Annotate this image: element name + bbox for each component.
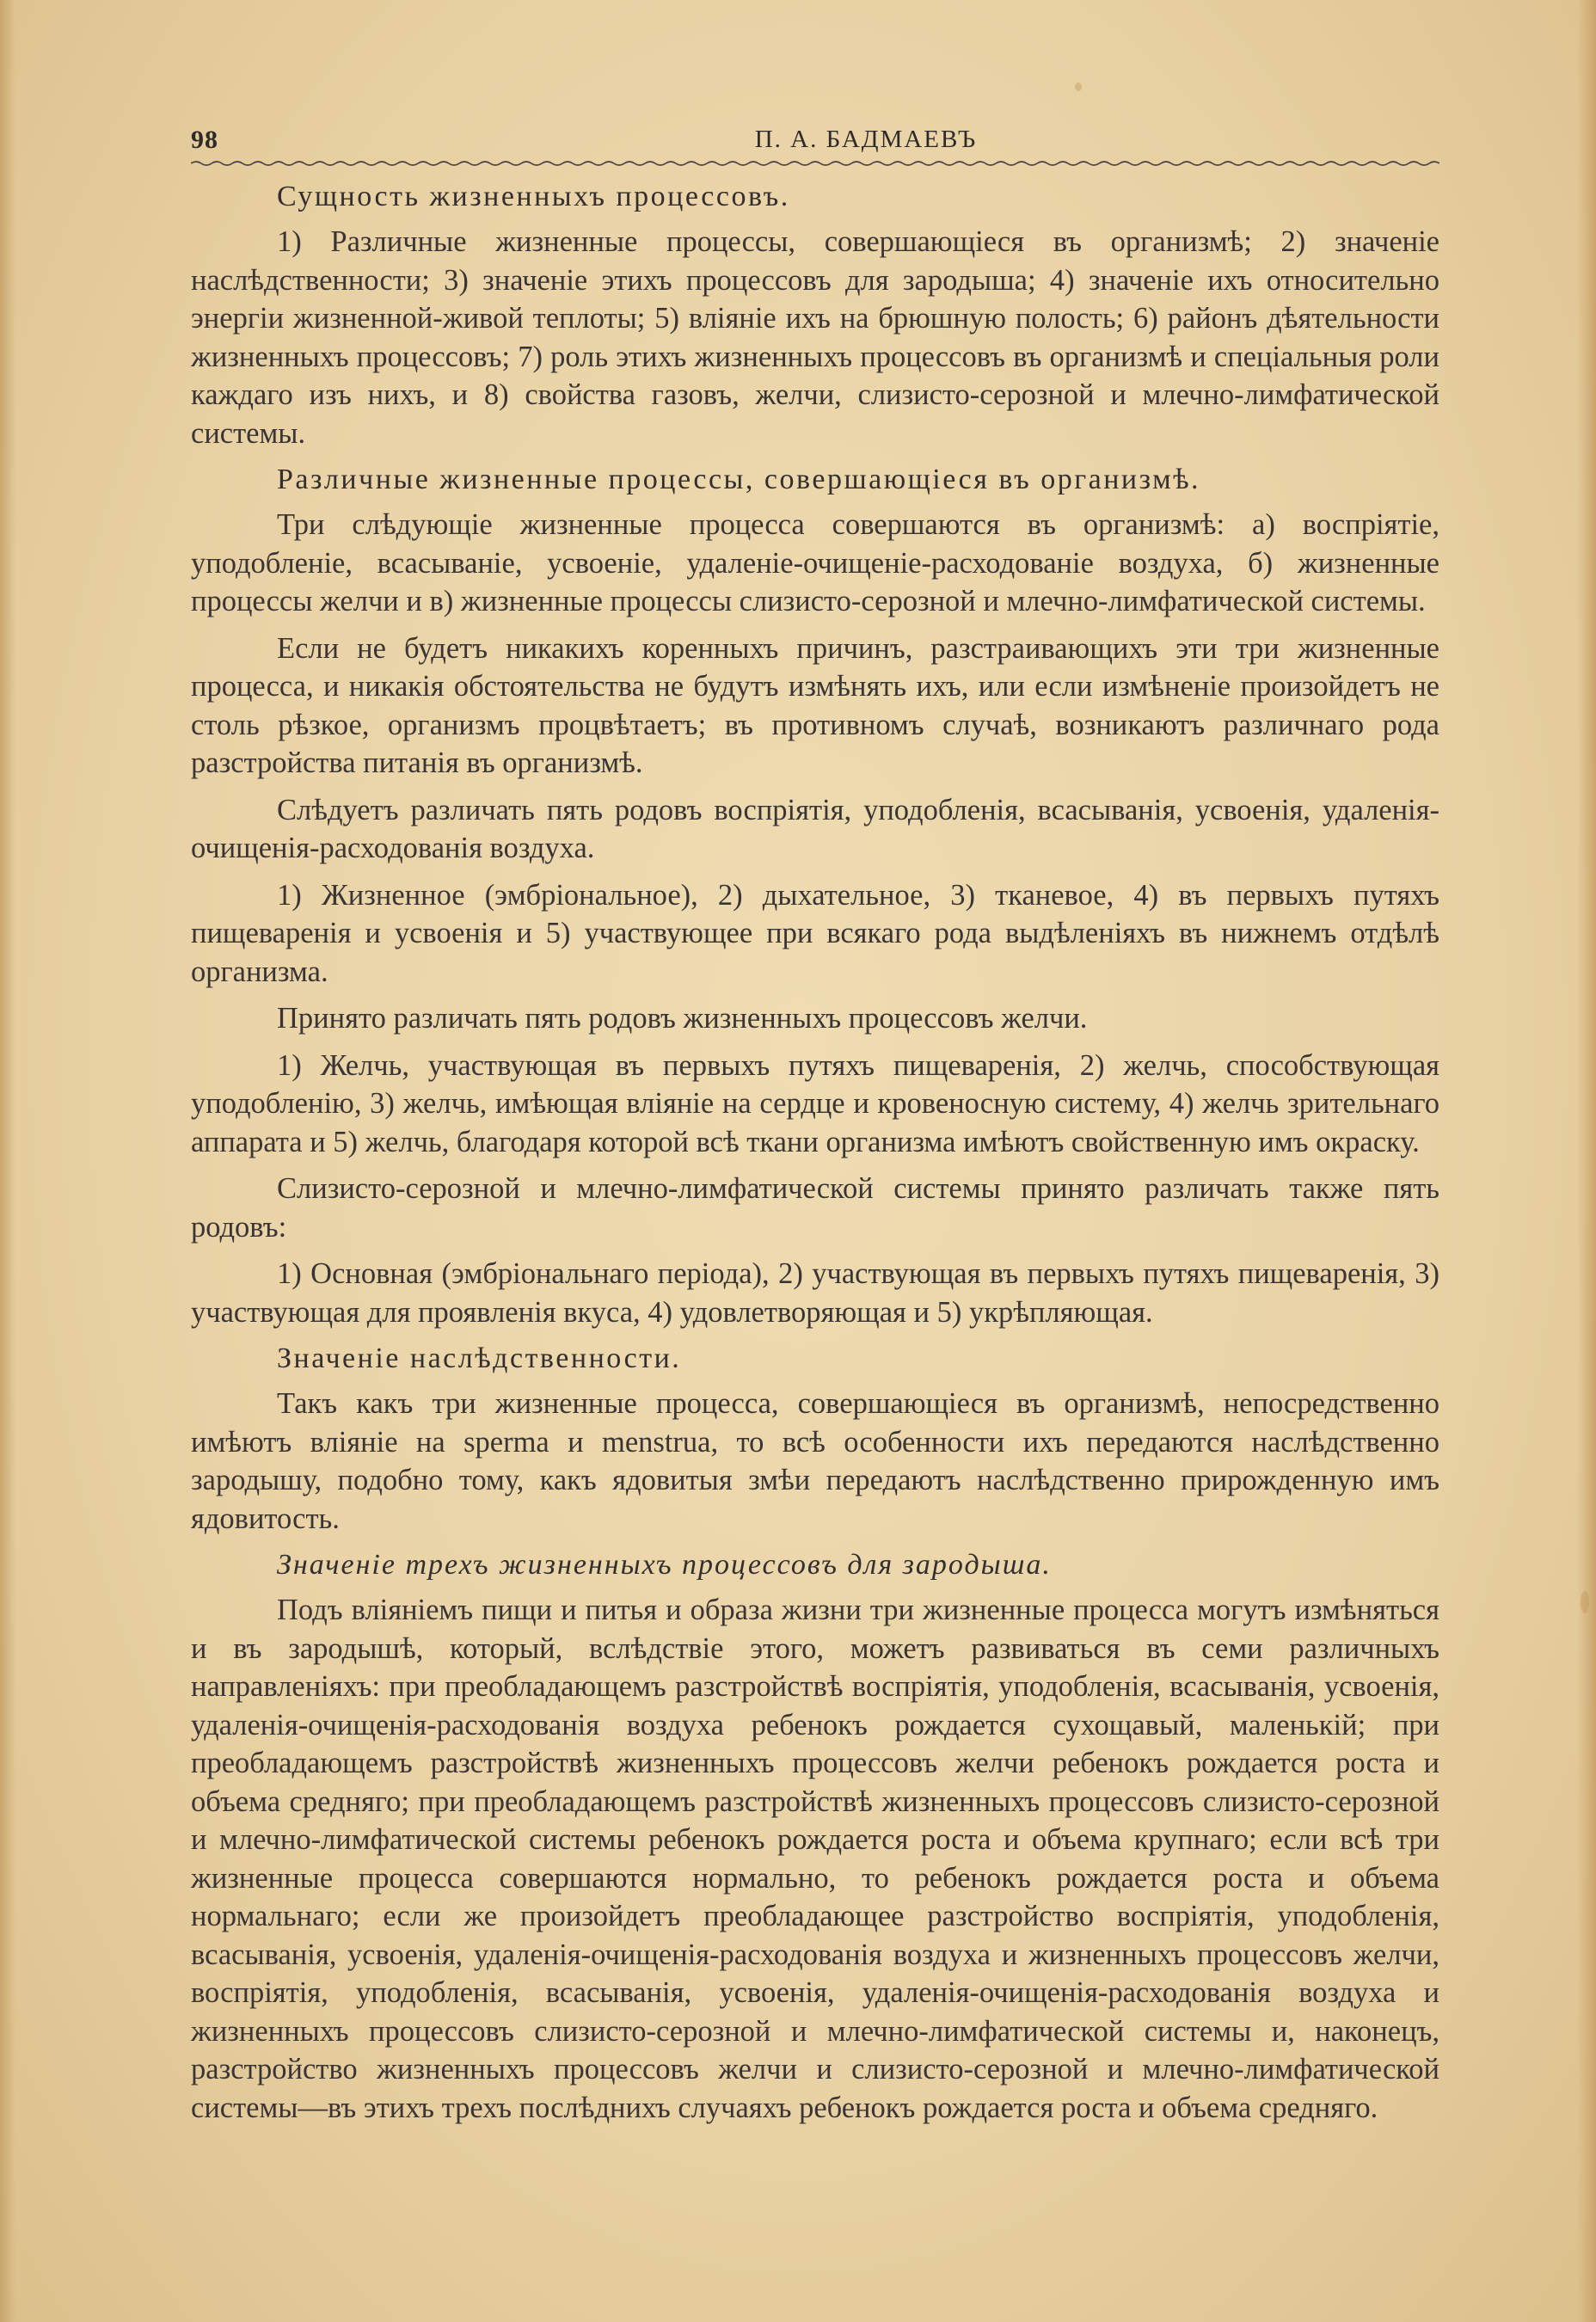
paragraph: Если не будетъ никакихъ коренныхъ причинъ, разстраивающихъ эти три жизненные процесса, и никакія обстоятельства не будутъ измѣнять ихъ, или если измѣненіе произойдетъ не столь рѣзкое, организмъ процвѣтаетъ; въ противномъ случаѣ, возникаютъ различнаго рода разстройства питанія въ организмѣ. [191,631,1439,779]
running-head [191,120,1438,163]
header-rule [191,160,1439,167]
section-heading: Значеніе наслѣдственности. [277,1342,682,1374]
running-head-author: П. А. БАДМАЕВЪ [754,126,978,153]
section-heading: Значеніе трехъ жизненныхъ процессовъ для зародыша. [277,1549,1052,1581]
page-edge-right [1577,0,1596,2322]
page-body [191,176,1439,2135]
paragraph: Подъ вліяніемъ пищи и питья и образа жизни три жизненные процесса могутъ измѣняться и въ зародышѣ, который, вслѣдствіе этого, можетъ развиваться въ семи различныхъ направленіяхъ: при преобладающемъ разстройствѣ воспріятія, уподобленія, всасыванія, усвоенія, удаленія-очищенія-расходованія воздуха ребенокъ рождается сухощавый, маленькій; при преобладающемъ разстройствѣ жизненныхъ процессовъ желчи ребенокъ рождается роста и объема средняго; при преобладающемъ разстройствѣ жизненныхъ процессовъ слизисто-серозной и млечно-лимфатической системы ребенокъ рождается роста и объема крупнаго; если всѣ три жизненные процесса совершаются нормально, то ребенокъ рождается роста и объема нормальнаго; если же произойдетъ преобладающее разстройство воспріятія, уподобленія, всасыванія, усвоенія, удаленія-очищенія-расходованія воздуха и жизненныхъ процессовъ желчи, воспріятія, уподобленія, всасыванія, усвоенія, удаленія-очищенія-расходованія воздуха и жизненныхъ процессовъ слизисто-серозной и млечно-лимфатической системы и, наконецъ, разстройство жизненныхъ процессовъ желчи и слизисто-серозной и млечно-лимфатической системы—въ этихъ трехъ послѣднихъ случаяхъ ребенокъ рождается роста и объема средняго. [191,1594,1439,2124]
paragraph: Слизисто-серозной и млечно-лимфатической системы принято различать также пять родовъ: [191,1172,1439,1244]
paragraph: Три слѣдующіе жизненные процесса совершаются въ организмѣ: а) воспріятіе, уподобленіе, всасываніе, усвоеніе, удаленіе-очищеніе-расходованіе воздуха, б) жизненные процессы желчи и в) жизненные процессы слизисто-серозной и млечно-лимфатической системы. [191,508,1439,617]
paragraph: Такъ какъ три жизненные процесса, совершающіеся въ организмѣ, непосредственно имѣютъ вліяніе на sperma и menstrua, то всѣ особенности ихъ передаются наслѣдственно зародышу, подобно тому, какъ ядовитыя змѣи передаютъ наслѣдственно прирожденную имъ ядовитость. [191,1387,1439,1535]
paragraph: 1) Желчь, участвующая въ первыхъ путяхъ пищеваренія, 2) желчь, способствующая уподобленію, 3) желчь, имѣющая вліяніе на сердце и кровеносную систему, 4) желчь зрительнаго аппарата и 5) желчь, благодаря которой всѣ ткани организма имѣютъ свойственную имъ окраску. [191,1048,1439,1158]
paragraph: Слѣдуетъ различать пять родовъ воспріятія, уподобленія, всасыванія, усвоенія, удаленія-очищенія-расходованія воздуха. [191,793,1439,864]
section-heading: Различные жизненные процессы, совершающіеся въ организмѣ. [277,464,1201,495]
paragraph: Принято различать пять родовъ жизненныхъ процессовъ желчи. [277,1002,1088,1035]
paper-spot [1581,1591,1589,1613]
paragraph: 1) Основная (эмбріональнаго періода), 2) участвующая въ первыхъ путяхъ пищеваренія, 3) участвующая для проявленія вкуса, 4) удовлетворяющая и 5) укрѣпляющая. [191,1257,1439,1329]
page-number: 98 [191,126,218,154]
paper-spot [1075,83,1082,91]
section-heading: Сущность жизненныхъ процессовъ. [277,181,790,212]
paragraph: 1) Различные жизненные процессы, совершающіеся въ организмѣ; 2) значеніе наслѣдственности; 3) значеніе этихъ процессовъ для зародыша; 4) значеніе ихъ относительно энергіи жизненной-живой теплоты; 5) вліяніе ихъ на брюшную полость; 6) районъ дѣятельности жизненныхъ процессовъ; 7) роль этихъ жизненныхъ процессовъ въ организмѣ и спеціальныя роли каждаго изъ нихъ, и 8) свойства газовъ, желчи, слизисто-серозной и млечно-лимфатической системы. [191,225,1439,450]
paragraph: 1) Жизненное (эмбріональное), 2) дыхательное, 3) тканевое, 4) въ первыхъ путяхъ пищеваренія и усвоенія и 5) участвующее при всякаго рода выдѣленіяхъ въ нижнемъ отдѣлѣ организма. [191,878,1439,988]
page-edge-left [0,0,15,2322]
